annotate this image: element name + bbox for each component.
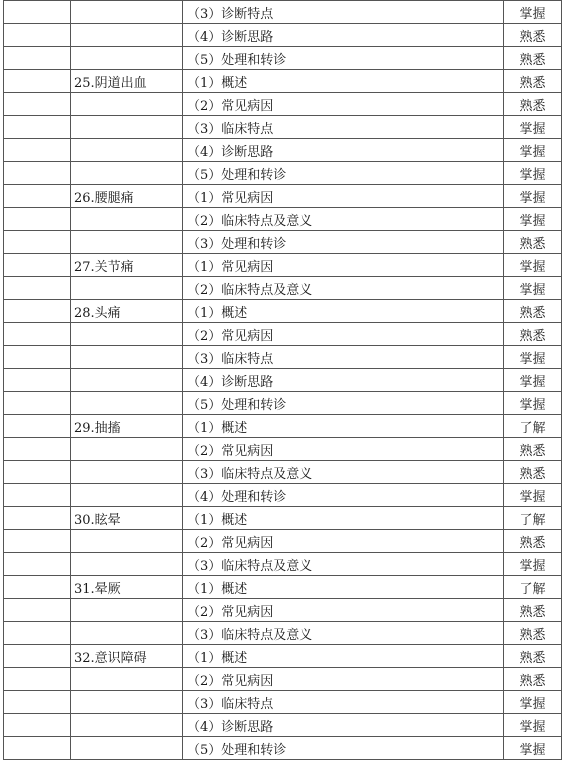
blank-cell xyxy=(4,553,71,576)
table-row xyxy=(4,300,562,323)
table-row xyxy=(4,277,562,300)
topic-cell xyxy=(71,24,183,47)
item-cell: （1）概述 xyxy=(183,507,504,530)
level-cell: 掌握 xyxy=(504,346,562,369)
topic-cell xyxy=(71,47,183,70)
table-row xyxy=(4,208,562,231)
table-row xyxy=(4,346,562,369)
table-row xyxy=(4,461,562,484)
topic-cell xyxy=(71,622,183,645)
level-cell: 掌握 xyxy=(504,116,562,139)
table-row xyxy=(4,323,562,346)
topic-cell xyxy=(71,714,183,737)
level-cell: 熟悉 xyxy=(504,231,562,254)
blank-cell xyxy=(4,47,71,70)
item-cell: （3）临床特点及意义 xyxy=(183,553,504,576)
level-cell: 掌握 xyxy=(504,714,562,737)
table-row xyxy=(4,139,562,162)
level-cell: 掌握 xyxy=(504,277,562,300)
blank-cell xyxy=(4,93,71,116)
level-cell: 掌握 xyxy=(504,1,562,24)
blank-cell xyxy=(4,139,71,162)
blank-cell xyxy=(4,668,71,691)
blank-cell xyxy=(4,392,71,415)
level-cell: 熟悉 xyxy=(504,323,562,346)
blank-cell xyxy=(4,461,71,484)
table-row xyxy=(4,185,562,208)
blank-cell xyxy=(4,277,71,300)
blank-cell xyxy=(4,208,71,231)
topic-cell xyxy=(71,530,183,553)
level-cell: 掌握 xyxy=(504,553,562,576)
item-cell: （3）处理和转诊 xyxy=(183,231,504,254)
topic-cell xyxy=(71,162,183,185)
item-cell: （3）临床特点及意义 xyxy=(183,461,504,484)
blank-cell xyxy=(4,737,71,760)
topic-cell xyxy=(71,346,183,369)
level-cell: 熟悉 xyxy=(504,70,562,93)
table-row xyxy=(4,599,562,622)
topic-cell xyxy=(71,277,183,300)
level-cell: 掌握 xyxy=(504,254,562,277)
blank-cell xyxy=(4,599,71,622)
blank-cell xyxy=(4,116,71,139)
level-cell: 熟悉 xyxy=(504,599,562,622)
item-cell: （2）常见病因 xyxy=(183,93,504,116)
blank-cell xyxy=(4,484,71,507)
item-cell: （2）常见病因 xyxy=(183,323,504,346)
item-cell: （3）临床特点 xyxy=(183,116,504,139)
table-row xyxy=(4,162,562,185)
syllabus-table-body xyxy=(4,1,562,760)
item-cell: （3）临床特点及意义 xyxy=(183,622,504,645)
table-row xyxy=(4,714,562,737)
level-cell: 掌握 xyxy=(504,392,562,415)
topic-cell xyxy=(71,323,183,346)
table-row xyxy=(4,231,562,254)
item-cell: （4）诊断思路 xyxy=(183,714,504,737)
blank-cell xyxy=(4,438,71,461)
item-cell: （3）诊断特点 xyxy=(183,1,504,24)
table-row xyxy=(4,737,562,760)
level-cell: 掌握 xyxy=(504,139,562,162)
item-cell: （4）诊断思路 xyxy=(183,139,504,162)
blank-cell xyxy=(4,507,71,530)
blank-cell xyxy=(4,24,71,47)
level-cell: 熟悉 xyxy=(504,24,562,47)
level-cell: 熟悉 xyxy=(504,530,562,553)
topic-cell xyxy=(71,93,183,116)
blank-cell xyxy=(4,254,71,277)
item-cell: （1）概述 xyxy=(183,576,504,599)
table-row xyxy=(4,576,562,599)
item-cell: （1）概述 xyxy=(183,645,504,668)
table-row xyxy=(4,24,562,47)
blank-cell xyxy=(4,346,71,369)
topic-cell xyxy=(71,1,183,24)
blank-cell xyxy=(4,645,71,668)
blank-cell xyxy=(4,162,71,185)
level-cell: 熟悉 xyxy=(504,645,562,668)
topic-cell xyxy=(71,392,183,415)
table-row xyxy=(4,438,562,461)
blank-cell xyxy=(4,576,71,599)
blank-cell xyxy=(4,415,71,438)
topic-cell: 26.腰腿痛 xyxy=(71,185,183,208)
level-cell: 熟悉 xyxy=(504,668,562,691)
level-cell: 掌握 xyxy=(504,737,562,760)
item-cell: （4）诊断思路 xyxy=(183,369,504,392)
level-cell: 掌握 xyxy=(504,162,562,185)
topic-cell xyxy=(71,116,183,139)
level-cell: 了解 xyxy=(504,507,562,530)
table-row xyxy=(4,70,562,93)
item-cell: （5）处理和转诊 xyxy=(183,737,504,760)
level-cell: 了解 xyxy=(504,576,562,599)
topic-cell xyxy=(71,484,183,507)
blank-cell xyxy=(4,70,71,93)
table-row xyxy=(4,116,562,139)
item-cell: （4）诊断思路 xyxy=(183,24,504,47)
table-row xyxy=(4,93,562,116)
table-row xyxy=(4,553,562,576)
item-cell: （3）临床特点 xyxy=(183,346,504,369)
blank-cell xyxy=(4,231,71,254)
topic-cell: 29.抽搐 xyxy=(71,415,183,438)
table-row xyxy=(4,47,562,70)
item-cell: （5）处理和转诊 xyxy=(183,162,504,185)
table-row xyxy=(4,507,562,530)
table-row xyxy=(4,1,562,24)
table-row xyxy=(4,622,562,645)
level-cell: 熟悉 xyxy=(504,93,562,116)
table-row xyxy=(4,645,562,668)
blank-cell xyxy=(4,622,71,645)
topic-cell xyxy=(71,668,183,691)
level-cell: 熟悉 xyxy=(504,47,562,70)
item-cell: （1）概述 xyxy=(183,70,504,93)
document-page xyxy=(3,0,561,760)
level-cell: 掌握 xyxy=(504,691,562,714)
topic-cell xyxy=(71,553,183,576)
item-cell: （4）处理和转诊 xyxy=(183,484,504,507)
blank-cell xyxy=(4,714,71,737)
topic-cell xyxy=(71,461,183,484)
topic-cell: 28.头痛 xyxy=(71,300,183,323)
blank-cell xyxy=(4,691,71,714)
level-cell: 熟悉 xyxy=(504,622,562,645)
blank-cell xyxy=(4,300,71,323)
topic-cell: 32.意识障碍 xyxy=(71,645,183,668)
syllabus-table xyxy=(3,0,562,760)
topic-cell: 27.关节痛 xyxy=(71,254,183,277)
blank-cell xyxy=(4,1,71,24)
table-row xyxy=(4,484,562,507)
blank-cell xyxy=(4,530,71,553)
blank-cell xyxy=(4,369,71,392)
table-row xyxy=(4,668,562,691)
topic-cell xyxy=(71,231,183,254)
item-cell: （5）处理和转诊 xyxy=(183,392,504,415)
level-cell: 熟悉 xyxy=(504,438,562,461)
table-row xyxy=(4,530,562,553)
blank-cell xyxy=(4,323,71,346)
item-cell: （2）常见病因 xyxy=(183,438,504,461)
level-cell: 掌握 xyxy=(504,185,562,208)
level-cell: 了解 xyxy=(504,415,562,438)
topic-cell xyxy=(71,369,183,392)
item-cell: （3）临床特点 xyxy=(183,691,504,714)
level-cell: 掌握 xyxy=(504,484,562,507)
item-cell: （2）临床特点及意义 xyxy=(183,277,504,300)
topic-cell xyxy=(71,737,183,760)
item-cell: （2）常见病因 xyxy=(183,668,504,691)
blank-cell xyxy=(4,185,71,208)
topic-cell xyxy=(71,599,183,622)
topic-cell xyxy=(71,208,183,231)
item-cell: （2）常见病因 xyxy=(183,530,504,553)
topic-cell: 31.晕厥 xyxy=(71,576,183,599)
table-row xyxy=(4,415,562,438)
table-row xyxy=(4,691,562,714)
item-cell: （1）常见病因 xyxy=(183,185,504,208)
item-cell: （1）概述 xyxy=(183,300,504,323)
topic-cell xyxy=(71,139,183,162)
topic-cell: 25.阴道出血 xyxy=(71,70,183,93)
item-cell: （2）常见病因 xyxy=(183,599,504,622)
item-cell: （5）处理和转诊 xyxy=(183,47,504,70)
item-cell: （1）概述 xyxy=(183,415,504,438)
level-cell: 掌握 xyxy=(504,369,562,392)
topic-cell xyxy=(71,438,183,461)
table-row xyxy=(4,254,562,277)
level-cell: 掌握 xyxy=(504,208,562,231)
topic-cell xyxy=(71,691,183,714)
item-cell: （1）常见病因 xyxy=(183,254,504,277)
item-cell: （2）临床特点及意义 xyxy=(183,208,504,231)
level-cell: 熟悉 xyxy=(504,461,562,484)
table-row xyxy=(4,392,562,415)
topic-cell: 30.眩晕 xyxy=(71,507,183,530)
table-row xyxy=(4,369,562,392)
level-cell: 熟悉 xyxy=(504,300,562,323)
